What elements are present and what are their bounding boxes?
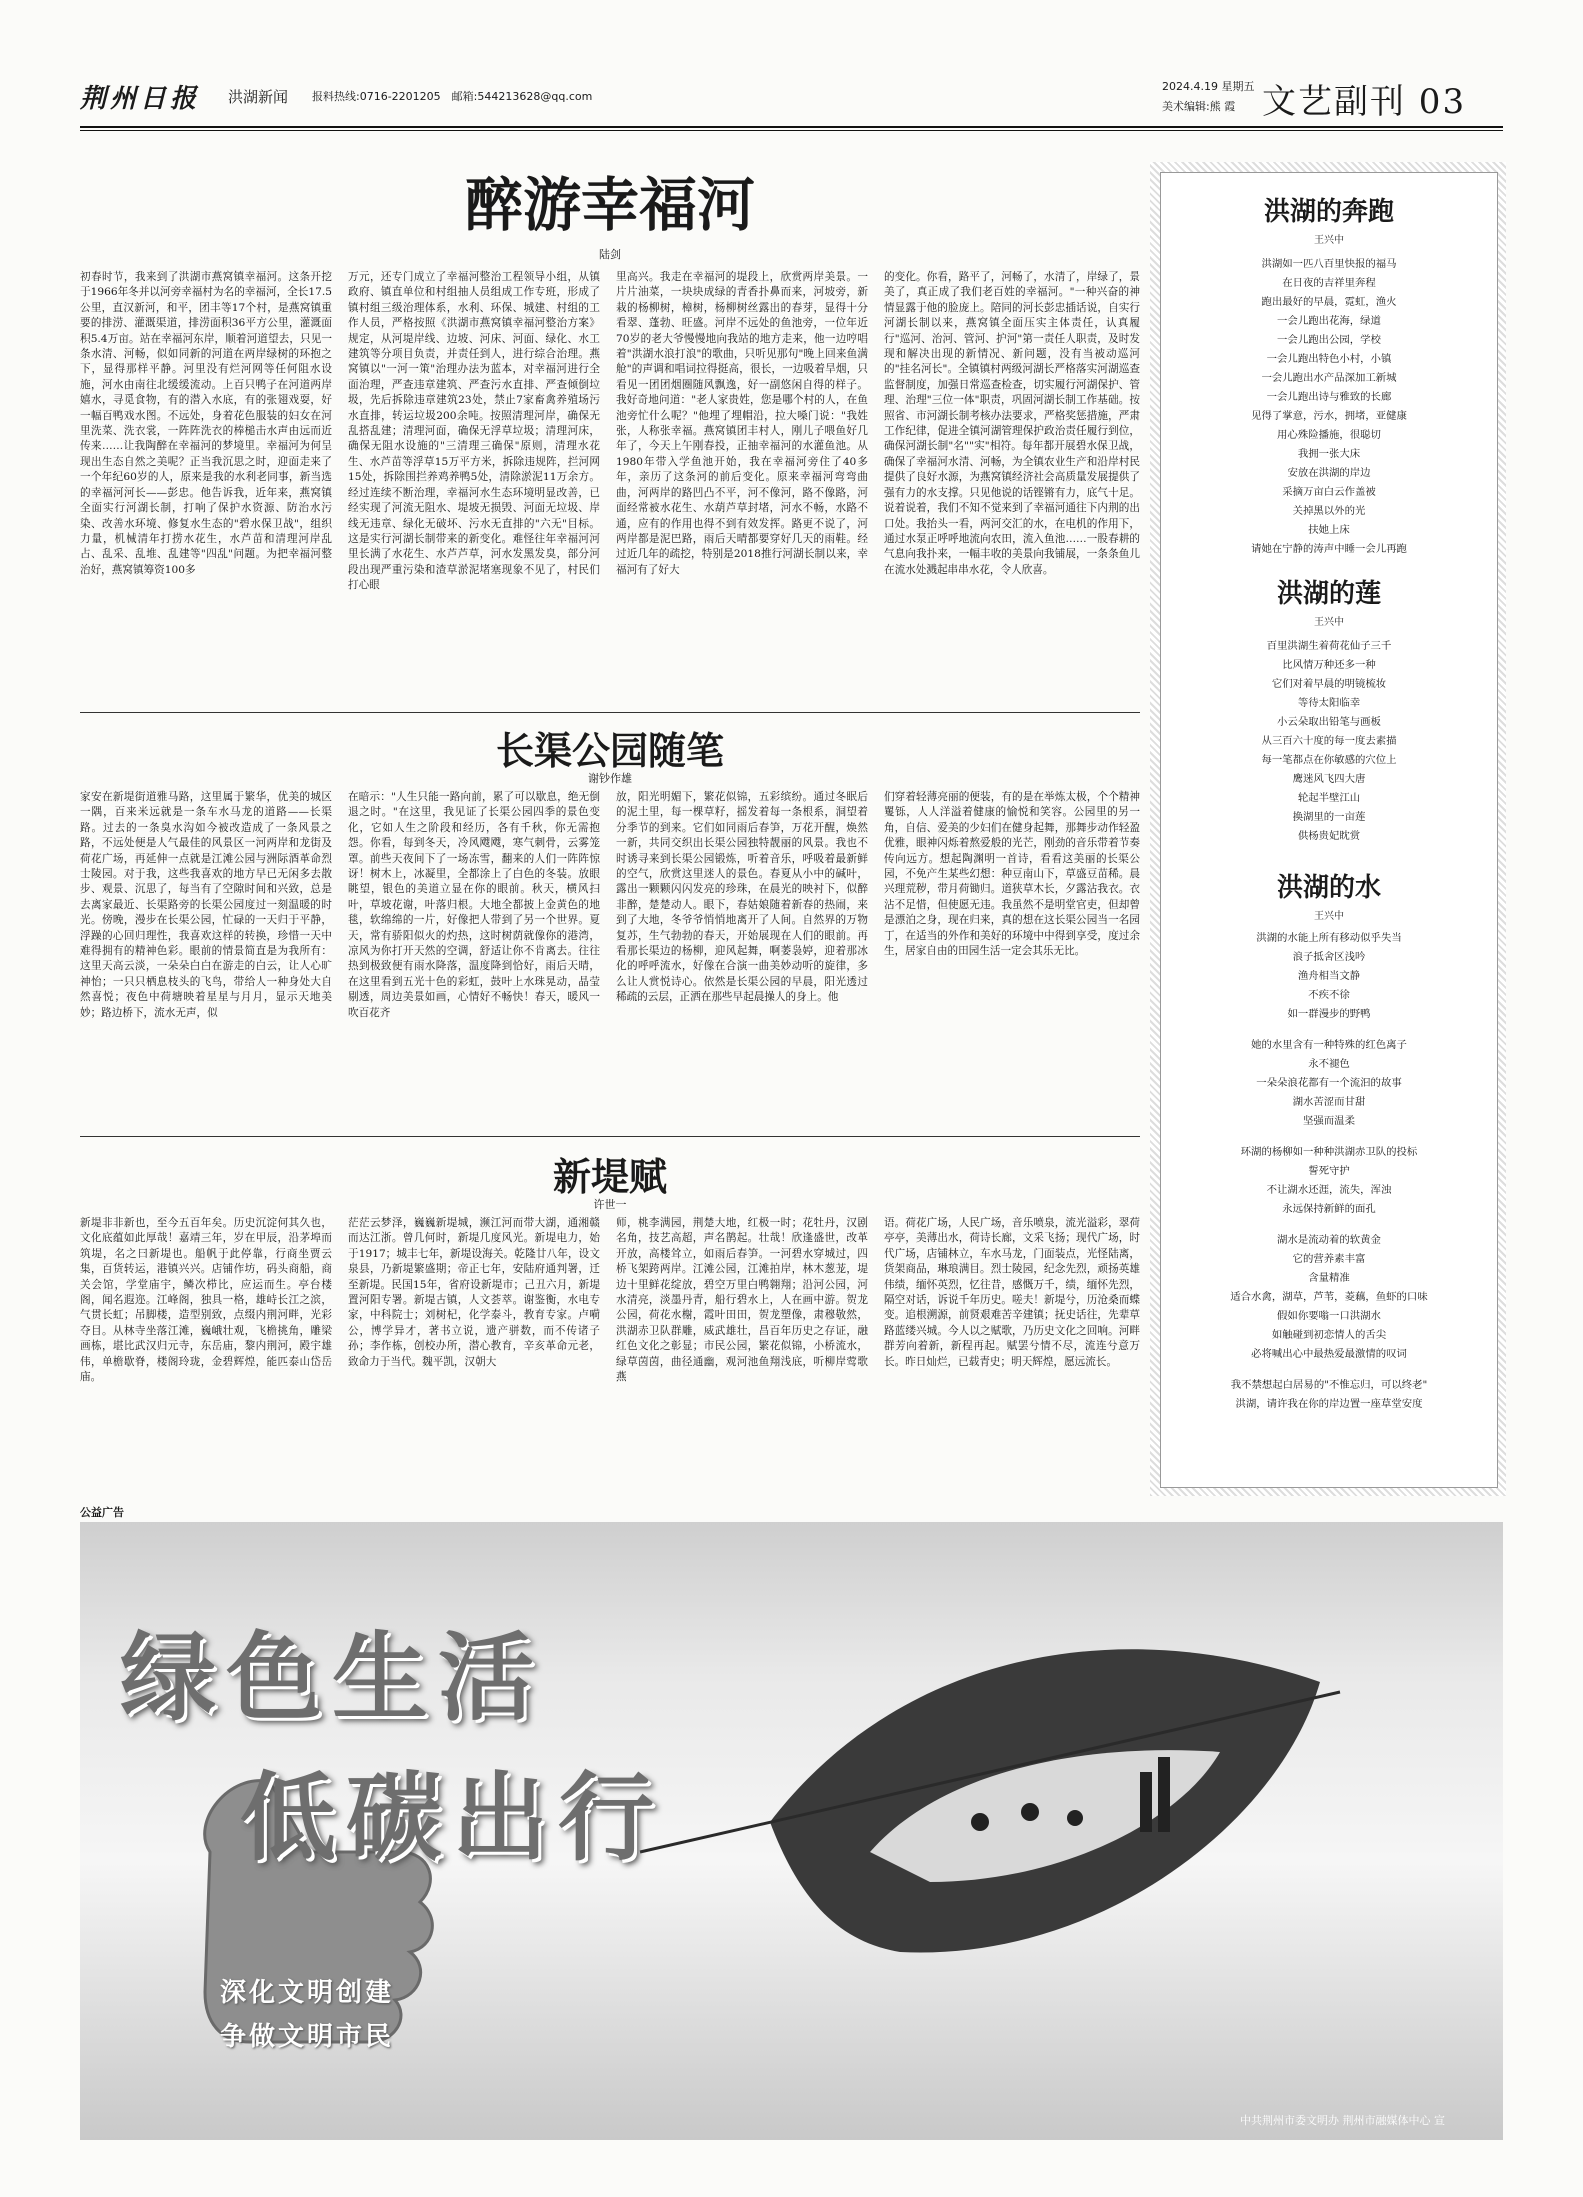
poem-line: 她的水里含有一种特殊的红色离子 [1251,1039,1407,1051]
article3-col-1: 新堤非非新也，至今五百年矣。历史沉淀何其久也，文化底蕴如此厚哉！嘉靖三年，岁在甲辰，沿茅埠而筑堤，名之曰新堤也。船帆于此停靠，行商坐贾云集，百货转运，港镇兴兴。店铺作坊，码头商船，商关会馆，学堂庙宇，鳞次栉比，应运而生。亭台楼阁，闻名遐迩。江峰阁，独具一格，雄峙长江之滨，气贯长虹；吊脚楼，造型别致，点缀内荆河畔，光彩夺目。从林寺坐落江滩，巍峨壮观，飞檐挑角，雕梁画栋，堪比武汉归元寺，东岳庙，黎内荆河，殿宇雄伟，单檐歇脊，楼阁玲珑，金碧辉煌，能匹泰山岱岳庙。 [80,1217,332,1384]
poem1-author: 王兴中 [1314,235,1344,246]
ad-headline-1: 绿色生活 [120,1622,544,1734]
poem-line: 湖水苦涩而甘甜 [1292,1096,1366,1108]
poem-line: 供杨贵妃眈赏 [1297,830,1361,842]
poem-line: 鹰迷风飞四大唐 [1292,773,1366,785]
poem3-body [1161,929,1497,1426]
ad-label: 公益广告 [80,1506,124,1519]
runner-figure-3 [1067,1810,1083,1826]
poetry-sidebar [1160,172,1498,1488]
article2-col-4: 们穿着轻薄亮丽的便装，有的是在举炼太极，个个精神矍铄，人人洋溢着健康的愉悦和笑容。公园里的另一角，自信、爱美的少妇们在健身起舞，那舞步动作轻盈优雅，眼神闪烁着熬爱般的光芒，刚劲的音乐带着节奏传向远方。想起陶渊明一首诗，看看这美丽的长渠公园，不免产生某些幻想：种豆南山下，草盛豆苗稀。晨兴理荒秽，带月荷锄归。道狭草木长，夕露沾我衣。衣沾不足惜，但使愿无违。我虽然不是明堂官吏，但却曾是漂泊之身，现在归来，真的想在这长渠公园当一名园丁，在适当的外作和美好的环境中中得到享受，度过余生，居家自由的田园生活一定会其乐无比。 [884,791,1140,958]
section-title: 文艺副刊 03 [1262,82,1467,122]
building-2 [1158,1757,1170,1832]
poem1-body [1161,255,1497,571]
ad-headline-2: 低碳出行 [240,1762,664,1874]
poem-line: 采摘万亩白云作盖被 [1282,486,1376,498]
art-editor: 美术编辑:熊 霞 [1162,100,1236,113]
poem-line: 含量精准 [1308,1272,1350,1284]
article1-byline: 陆剑 [599,248,621,261]
contact-info: 报料热线:0716-2201205 邮箱:544213628@qq.com [312,90,593,103]
poem-line: 不疾不徐 [1308,989,1350,1001]
poem-line: 用心殊险播施，很聪切 [1277,429,1381,441]
poem-line: 环湖的杨柳如一种种洪湖赤卫队的投标 [1240,1146,1418,1158]
poem3-author: 王兴中 [1314,911,1344,922]
poem-line: 一会儿跑出诗与雅致的长廊 [1266,391,1392,403]
ad-slogan-1: 深化文明创建 [220,1978,395,2008]
article2-title: 长渠公园随笔 [495,728,724,773]
poem-line: 我拥一张大床 [1297,448,1361,460]
article2-byline: 谢钞作雄 [588,772,632,785]
poem-line: 每一笔都点在你敏感的穴位上 [1261,754,1397,766]
brand-name: 洪湖新闻 [228,88,289,106]
poem-line: 一会儿跑出花海，绿道 [1277,315,1381,327]
poem-line: 跑出最好的早晨，霓虹，渔火 [1261,296,1397,308]
poem-line: 关掉黑以外的光 [1292,505,1366,517]
masthead-rule-thin [80,130,1503,131]
article3-title: 新堤赋 [552,1154,667,1199]
poem2-body [1161,637,1497,858]
poem-line: 它们对着早晨的明镜梳妆 [1271,678,1387,690]
poem-line: 不让湖水还涯，流失，浑浊 [1266,1184,1392,1196]
poem2-title: 洪湖的莲 [1276,579,1381,609]
article3-byline: 许世一 [593,1198,627,1211]
poem-line: 浪子抵舍区浅吟 [1292,951,1366,963]
poem-line: 百里洪湖生着荷花仙子三千 [1266,640,1392,652]
runner-figure-2 [1021,1803,1039,1821]
poem-line: 洪湖，请许我在你的岸边置一座草堂安度 [1235,1398,1423,1410]
section-divider-2 [80,1136,1140,1137]
poem-line: 一会儿跑出公园，学校 [1277,334,1381,346]
poem-line: 渔舟相当文静 [1297,970,1361,982]
poem-line: 它的营养素丰富 [1292,1253,1366,1265]
poem-line: 轮起半壁江山 [1297,792,1361,804]
poem-line: 永远保持新鲜的面孔 [1282,1203,1376,1215]
article1-col-4: 的变化。你看，路平了，河畅了，水清了，岸绿了，景美了，真正成了我们老百姓的幸福河。"一种兴奋的神情显露于他的脸庞上。陪同的河长彭忠插话说，自实行河湖长制以来，燕窝镇全面压实主体责任，认真履行"巡河、治河、管河、护河"第一责任人职责，及时发现和解决出现的新情况、新问题，没有当被动巡河的"挂名河长"。全镇镇村两级河湖长严格落实河湖巡查监督制度，加强日常巡查检查，切实履行河湖保护、管理、治理"三位一体"职责，巩固河湖长制工作基础。按照省、市河湖长制考核办法要求，严格奖惩措施，严肃工作纪律，促进全镇河湖管理保护政治责任履行到位，确保河湖长制"名""实"相符。每年都开展碧水保卫战，确保了幸福河水清、河畅，为全镇农业生产和沿岸村民提供了良好水源，为燕窝镇经济社会高质量发展提供了强有力的水支撑。只见他说的话铿锵有力，底气十足。说着说着，我们不知不觉来到了幸福河通往下内荆的出口处。我抬头一看，两河交汇的水，在电机的作用下，通过水泵正呼呼地流向农田，流入鱼池……一股春耕的气息向我扑来，一幅丰收的美景向我铺展，一条条鱼儿在流水处溅起串串水花，令人欣喜。 [884,271,1140,576]
poem-line: 洪湖如一匹八百里快报的福马 [1261,258,1397,270]
poem-line: 一会儿跑出水产品深加工新城 [1261,372,1397,384]
poem-line: 比风情万种还多一种 [1282,659,1376,671]
newspaper-logo: 荆州日报 [80,84,201,114]
poem-line: 一会儿跑出特色小村，小镇 [1266,353,1392,365]
poem2-author: 王兴中 [1314,617,1344,628]
poem-line: 从三百六十度的每一度去素描 [1261,735,1397,747]
runner-figure-1 [971,1813,989,1831]
poem-line: 如触碰到初恋情人的舌尖 [1271,1329,1387,1341]
poem1-title: 洪湖的奔跑 [1263,197,1394,227]
poem-line: 假如你要嗡一口洪湖水 [1277,1310,1381,1322]
poem-line: 如一群漫步的野鸭 [1287,1008,1371,1020]
poem-line: 必将喊出心中最热爱最激情的叹词 [1251,1348,1407,1360]
section-divider-1 [80,712,1140,713]
article1-col-1: 初春时节，我来到了洪湖市燕窝镇幸福河。这条开挖于1966年冬并以河旁幸福村为名的幸福河，全长17.5公里，直汉新河，和平，团丰等17个村，是燕窝镇重要的排涝、灌溉渠道，排涝面积36平方公里，灌溉面积5.4万亩。站在幸福河东岸，顺着河道望去，只见一条水清、河畅，似如同新的河道在两岸绿树的环抱之下，显得那样平静。河里没有烂河网等任何阻水设施，河水由南往北缓缓流动。上百只鸭子在河道两岸嬉水，寻觅食物，有的潜入水底，有的张翅戏耍，好一幅百鸭戏水图。不远处，身着花色服装的妇女在河里洗菜、洗衣裳，一阵阵洗衣的棒槌击水声由远而近传来……让我陶醉在幸福河的梦境里。幸福河为何呈现出生态自然之美呢？正当我沉思之时，迎面走来了一个年纪60岁的人，原来是我的水利老同事，新当选的幸福河河长——彭忠。他告诉我，近年来，燕窝镇全面实行河湖长制，打响了保护水资源、防治水污染、改善水环境、修复水生态的"碧水保卫战"，组织力量，机械清年打捞水花生，水芦苗和清理河岸乱占、乱采、乱堆、乱建等"四乱"问题。为把幸福河整治好，燕窝镇筹资100多 [80,271,332,576]
public-service-ad [80,1522,1503,2140]
poem-line: 安放在洪湖的岸边 [1287,467,1371,479]
poem-line: 扶她上床 [1308,524,1350,536]
poem-line: 一朵朵浪花都有一个流汩的故事 [1256,1077,1402,1089]
poem-line: 见得了掌意，污水，拥堵，亚健康 [1251,410,1407,422]
article2-col-2: 在暗示："人生只能一路向前，累了可以歇息，绝无倒退之时。"在这里，我见证了长渠公园四季的景色变化，它如人生之阶段和经历，各有千秋，你无需抱怨。你看，每到冬天，冷风飕飕，寒气刺骨，云雾笼罩。前些天夜间下了一场冻雪，翻来的人们一阵阵惊讶！树木上，冰凝里，全都涂上了白色的冬装。放眼眺望，银色的美道立显在你的眼前。秋天，横风扫叶，草坡花谢，叶落归根。大地全都披上金黄色的地毯，软绵绵的一片，好像把人带到了另一个世界。夏天，常有骄阳似火的灼热，这时树荫就像你的港湾，凉风为你打开天然的空调，舒适让你不肯离去。往往热到极致便有雨水降落，温度降到恰好，雨后天晴，在这里看到五光十色的彩虹，鼓叶上水珠晃动，晶莹剔透，周边美景如画，心情好不畅快！春天，暖风一吹百花齐 [348,791,600,1019]
poem-line: 等待太阳临幸 [1297,697,1361,709]
article3-col-2: 茫茫云梦泽，巍巍新堤城，濒江河而带大湖，通湘赣而达江浙。曾几何时，新堤几度风光。新堤电力，始于1917；城丰七年，新堤设海关。乾隆廿八年，设文泉县，乃新堤繁盛期；帝正七年，安陆府通判署，迁至新堤。民国15年，省府设新堤市；己丑六月，新堤置河阳专署。新堤古镇，人文荟萃。谢鉴衡，水电专家，中科院士；刘树杞，化学泰斗，教育专家。卢嗬公，博学异才，著书立说，遗产骈数，而不传诸子孙；李作栋，创校办所，潜心教育，辛亥革命元老，致命力于当代。魏平凯，汉朝大 [348,1217,600,1368]
poem-line: 我不禁想起白居易的"不惟忘归，可以终老" [1230,1379,1428,1391]
poem3-title: 洪湖的水 [1276,873,1381,903]
issue-date: 2024.4.19 星期五 [1162,80,1255,93]
masthead-rule [80,126,1503,128]
article1-title: 醉游幸福河 [464,171,755,239]
poem-line: 小云朵取出铅笔与画板 [1277,716,1381,728]
poem-line: 洪湖的水能上所有移动似乎失当 [1256,932,1402,944]
poem-line: 在日夜的吉祥里奔程 [1282,277,1376,289]
article1-col-3: 里高兴。我走在幸福河的堤段上，欣赏两岸美景。一片片油菜，一块块成绿的青香扑鼻而来，河坡旁，新栽的杨柳树，樟树，杨柳树丝露出的春芽，显得十分看翠、蓬勃、旺盛。河岸不远处的鱼池旁，一位年近70岁的老大爷慢慢地向我站的地方走来，他一边哼唱着"洪湖水浪打浪"的歌曲，只听见那句"晚上回来鱼满舱"的声调和唱词拉得挺高，很长，一边吸着旱烟，只看见一团团烟圈随风飘逸，好一副悠闲自得的样子。我好奇地问道："老人家贵姓，您是哪个村的人，在鱼池旁忙什么呢？"他埋了埋帽沿，拉大嗓门说："我姓张，人称张幸福。燕窝镇团丰村人，刚儿子喂鱼好几年了，今天上午刚春投，正抽幸福河的水灌鱼池。从1980年带入学鱼池开始，我在幸福河旁住了40多年，亲历了这条河的前后变化。原来幸福河弯弯曲曲，河两岸的路凹凸不平，河不像河，路不像路，河面经常被水花生、水葫芦草封堵，河水不畅，水路不通，应有的作用也得不到有效发挥。路更不说了，河两岸都是泥巴路，雨后天晴都要穿好几天的雨鞋。经过近几年的疏挖，特别是2018推行河湖长制以来，幸福河有了好大 [616,271,868,576]
poem-line: 湖水是流动着的软黄金 [1277,1234,1381,1246]
ad-slogan-2: 争做文明市民 [220,2022,395,2052]
ad-credit: 中共荆州市委文明办 荆州市融媒体中心 宣 [1240,2114,1445,2127]
poem-line: 换湖里的一亩莲 [1292,811,1366,823]
poem-line: 坚强而温柔 [1303,1115,1355,1127]
poem-line: 永不褪色 [1308,1058,1350,1070]
building-1 [1140,1772,1152,1832]
article1-col-2: 万元，还专门成立了幸福河整治工程领导小组，从镇政府、镇直单位和村组抽人员组成工作专班，形成了镇村组三级治理体系，水利、环保、城建、村组的工作人员，严格按照《洪湖市燕窝镇幸福河整治方案》规定，从河堤岸线、边坡、河床、河面、绿化、水工建筑等分项目负责，并责任到人，进行综合治理。燕窝镇以"一河一策"治理办法为蓝本，对幸福河进行全面治理，严查违章建筑、严查污水直排、严查倾倒垃圾，先后拆除违章建筑23处，禁止7家畜禽养殖场污水直排，转运垃圾200余吨。按照清理河岸，确保无乱搭乱建；清理河面，确保无浮草垃圾；清理河床，确保无阻水设施的"三清理三确保"原则，清理水花生、水芦苗等浮草15万平方米，拆除违规阵，拦河网15处，拆除围拦养鸡养鸭5处，清除淤泥11万余方。经过连续不断治理，幸福河水生态环境明显改善，已经实现了河流无阻水、堤坡无损毁、河面无垃圾、岸线无违章、绿化无破坏、污水无直排的"六无"目标。这是实行河湖长制带来的新变化。难怪往年幸福河河里长满了水花生、水芦芦草，河水发黑发臭，部分河段出现严重污染和渣草淤泥堵塞现象不见了，村民们打心眼 [348,271,600,592]
article2-col-1: 家安在新堤街道雅马路，这里属于繁华，优美的城区一隅，百来米远就是一条车水马龙的道路——长渠路。过去的一条臭水沟如今被改造成了一条风景之路，不远处便是人气最佳的风景区一河两岸和龙街及荷花广场，再延伸一点就是江滩公园与洲际酒革命烈士陵园。对于我，这些我喜欢的地方早已无闲多去散步、观景、沉思了，每当有了空隙时间和兴致，总是去离家最近、长渠路旁的长渠公园度过一刻温暖的时光。傍晚，漫步在长渠公园，忙碌的一天归于平静，浮躁的心回归理性，我喜欢这样的转换，珍惜一天中难得拥有的精神色彩。眼前的情景简直是为我所有：这里天高云淡，一朵朵白白在游走的白云，让人心旷神怡；一只只栖息枝头的飞鸟，带给人一种身处大自然喜悦；夜色中荷塘映着星星与月月，显示天地美妙；路边桥下，流水无声，似 [80,791,332,1019]
article2-col-3: 放，阳光明媚下，繁花似锦，五彩缤纷。通过冬眠后的泥土里，每一棵草籽，摇发着每一条根系，洞望着分季节的到来。它们如同雨后春笋，万花开醒，焕然一新，共同交织出长渠公园独特靓丽的风景。我也不时诱寻来到长渠公园锻炼，听着音乐，呼吸着最新鲜的空气，欣赏这里迷人的景色。春夏从小中的碱叶，露出一颗颗闪闪发亮的珍珠，在晨光的映衬下，似醉非醉，楚楚动人。眼下，春姑娘随着新春的热闹，来到了大地，冬爷爷悄悄地离开了人间。自然界的万物复苏，生气勃勃的春天，开始展现在人们的眼前。再看那长渠边的杨柳，迎风起舞，啊萎袅婷，迎着那冰化的呼呼流水，好像在合演一曲美妙动听的旋律，多么让人赏悦诗心。依然是长渠公园的早晨，阳光透过稀疏的云层，正洒在那些早起晨操人的身上。他 [616,791,868,1004]
article3-col-4: 语。荷花广场，人民广场，音乐喷泉，流光溢彩，翠荷亭亭，美薄出水，荷诗长廊，文采飞扬；现代广场，时代广场，店铺林立，车水马龙，门面装点，光怪陆离，货架商品，琳琅满目。烈士陵园，纪念先烈，顽扬英雄伟绩，缅怀英烈，忆往昔，感慨万千，绩，缅怀先烈，隔空对话，诉说千年历史。嗟夫！新堤兮，历沧桑而蝶变。追根溯源，前贤艰难苦辛建镇；抚史话往，先辈草路蓝缕兴城。今人以之赋歌，乃历史文化之回响。河畔群芳向着新，新程再起。赋罢兮情不尽，流连兮意万长。昨日灿烂，已载青史；明天辉煌，愿远流长。 [884,1217,1140,1368]
poem-line: 适合水禽，湖草，芦苇，菱藕，鱼虾的口味 [1230,1291,1428,1303]
article3-col-3: 师，桃李满园，荆楚大地，红极一时；花牡丹，汉剧名角，技艺高超，声名鹊起。壮哉！欣逢盛世，改革开放，高楼耸立，如雨后春笋。一河碧水穿城过，四桥飞架跨两岸。江滩公园，江滩拍岸，林木葱茏，堤边十里鲜花绽放，碧空万里白鸭翱翔；沿河公园，河水清亮，淡墨丹青，船行碧水上，人在画中游。贺龙公园，荷花水榭，霞叶田田，贺龙塑像，肃穆敬然，洪湖赤卫队群雕，威武雄壮，昌百年历史之存证，融红色文化之彰显；市民公园，繁花似锦，小桥流水，绿草茵茵，曲径通幽，观河池鱼翔浅底，听柳岸莺歌燕 [616,1217,868,1384]
poem-line: 请她在宁静的涛声中睡一会儿再跑 [1251,543,1407,555]
poem-line: 誓死守护 [1308,1165,1350,1177]
